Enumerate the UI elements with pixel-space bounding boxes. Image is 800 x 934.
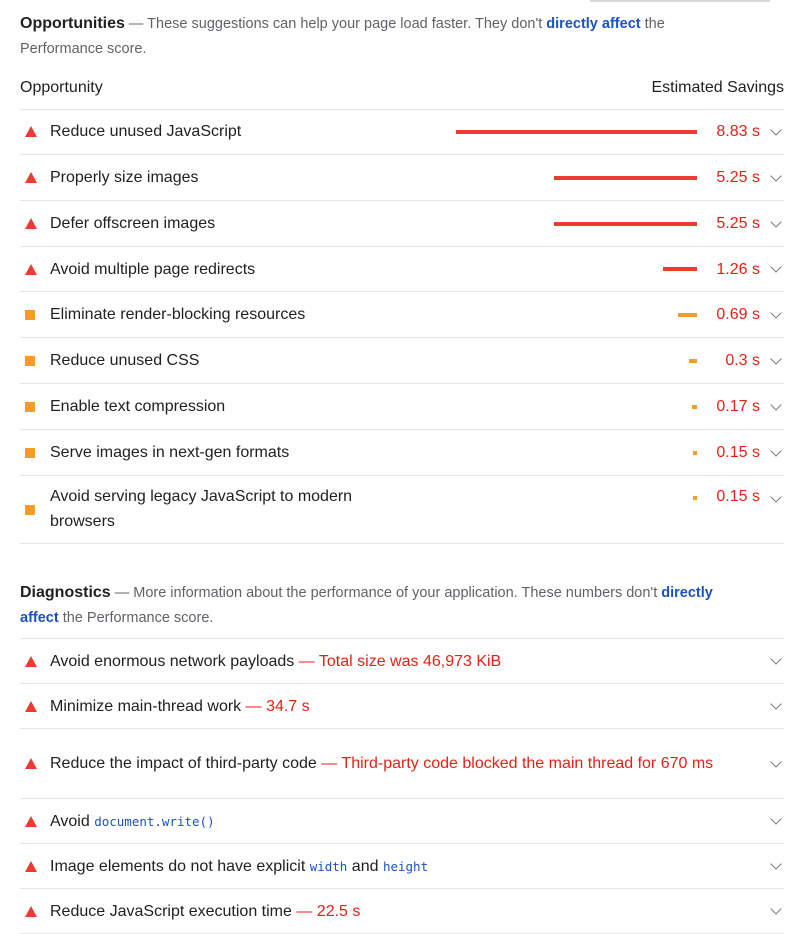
diagnostic-text bbox=[50, 854, 784, 879]
fail-triangle-icon bbox=[20, 264, 50, 275]
triangle-shape bbox=[25, 656, 37, 667]
diagnostic-text bbox=[50, 751, 784, 776]
average-square-icon bbox=[20, 310, 50, 320]
diagnostic-detail-sep: — bbox=[241, 697, 267, 715]
diagnostic-text bbox=[50, 899, 784, 924]
opportunity-row[interactable] bbox=[20, 247, 784, 292]
diagnostic-label: Minimize main-thread work bbox=[50, 697, 242, 715]
triangle-shape bbox=[25, 701, 37, 712]
savings-bar bbox=[663, 267, 697, 271]
chevron-down-icon[interactable] bbox=[770, 491, 781, 502]
savings-value: 8.83 s bbox=[716, 123, 760, 140]
savings-bar-track bbox=[456, 313, 697, 317]
fail-triangle-icon bbox=[20, 701, 50, 712]
savings-bar bbox=[689, 359, 697, 363]
diagnostic-label: Reduce the impact of third-party code bbox=[50, 755, 317, 772]
savings-bar-track bbox=[456, 222, 697, 226]
diagnostic-text bbox=[50, 809, 784, 834]
savings-value: 0.69 s bbox=[716, 306, 760, 323]
opportunities-title: Opportunities bbox=[20, 15, 125, 32]
diagnostics-desc-suffix: the Performance score. bbox=[58, 610, 214, 626]
opportunity-row[interactable] bbox=[20, 476, 784, 544]
opportunities-list bbox=[20, 109, 784, 544]
opportunity-row[interactable] bbox=[20, 338, 784, 384]
diagnostic-detail-sep: — bbox=[291, 902, 317, 920]
fail-triangle-icon bbox=[20, 218, 50, 229]
triangle-shape bbox=[25, 218, 37, 229]
fail-triangle-icon bbox=[20, 126, 50, 137]
col-estimated-savings: Estimated Savings bbox=[651, 79, 784, 96]
square-shape bbox=[25, 505, 35, 515]
triangle-shape bbox=[25, 172, 37, 183]
diagnostics-desc-link[interactable]: directly affect bbox=[20, 585, 713, 626]
diagnostics-list bbox=[20, 638, 784, 934]
opportunities-header bbox=[20, 11, 720, 62]
diagnostic-code: document.write() bbox=[94, 813, 215, 829]
square-shape bbox=[25, 310, 35, 320]
savings-bar bbox=[456, 130, 697, 134]
diagnostic-row[interactable] bbox=[20, 639, 784, 684]
col-opportunity: Opportunity bbox=[20, 79, 103, 96]
opportunity-row[interactable] bbox=[20, 155, 784, 201]
savings-bar-track bbox=[456, 451, 697, 455]
opportunity-label: Defer offscreen images bbox=[50, 215, 216, 232]
savings-bar bbox=[693, 496, 697, 500]
square-shape bbox=[25, 402, 35, 412]
scroll-edge bbox=[590, 0, 770, 2]
opportunity-label: Properly size images bbox=[50, 169, 199, 186]
diagnostic-row[interactable] bbox=[20, 889, 784, 934]
triangle-shape bbox=[25, 861, 37, 872]
savings-value: 1.26 s bbox=[716, 260, 760, 278]
fail-triangle-icon bbox=[20, 861, 50, 872]
average-square-icon bbox=[20, 505, 50, 515]
savings-bar bbox=[554, 222, 697, 226]
diagnostic-detail-sep: — bbox=[316, 755, 342, 772]
savings-value: 0.3 s bbox=[725, 352, 760, 369]
diagnostic-code: height bbox=[382, 858, 429, 874]
average-square-icon bbox=[20, 402, 50, 412]
diagnostic-label: Reduce JavaScript execution time bbox=[50, 902, 292, 920]
diagnostic-row[interactable] bbox=[20, 684, 784, 729]
diagnostic-row[interactable] bbox=[20, 729, 784, 799]
fail-triangle-icon bbox=[20, 172, 50, 183]
savings-bar-track bbox=[456, 405, 697, 409]
opportunities-table-header bbox=[20, 67, 784, 110]
fail-triangle-icon bbox=[20, 906, 50, 917]
opportunity-label: Enable text compression bbox=[50, 398, 226, 415]
square-shape bbox=[25, 448, 35, 458]
triangle-shape bbox=[25, 264, 37, 275]
square-shape bbox=[25, 356, 35, 366]
savings-value: 5.25 s bbox=[716, 169, 760, 186]
triangle-shape bbox=[25, 758, 37, 769]
diagnostic-row[interactable] bbox=[20, 799, 784, 844]
opportunity-row[interactable] bbox=[20, 109, 784, 155]
diagnostics-header bbox=[20, 580, 755, 631]
savings-bar-track bbox=[456, 496, 697, 500]
diagnostic-label: Avoid enormous network payloads bbox=[50, 652, 295, 670]
opportunity-label: Avoid multiple page redirects bbox=[50, 260, 256, 278]
average-square-icon bbox=[20, 356, 50, 366]
diagnostic-label: Avoid bbox=[50, 812, 95, 830]
diagnostic-detail: Total size was 46,973 KiB bbox=[318, 652, 502, 670]
savings-bar-track bbox=[456, 176, 697, 180]
diagnostic-detail-sep: — bbox=[294, 652, 319, 670]
opportunity-row[interactable] bbox=[20, 430, 784, 476]
opportunity-label: Serve images in next-gen formats bbox=[50, 444, 290, 461]
savings-bar-track bbox=[456, 130, 697, 134]
savings-bar bbox=[693, 451, 697, 455]
opportunities-desc-suffix: the Performance score. bbox=[20, 16, 665, 57]
savings-value: 0.17 s bbox=[716, 398, 760, 415]
diagnostic-row[interactable] bbox=[20, 844, 784, 889]
opportunities-desc-link[interactable]: directly affect bbox=[546, 16, 641, 32]
triangle-shape bbox=[25, 816, 37, 827]
triangle-shape bbox=[25, 906, 37, 917]
average-square-icon bbox=[20, 448, 50, 458]
diagnostic-text bbox=[50, 649, 784, 674]
diagnostic-label-mid: and bbox=[347, 857, 383, 875]
fail-triangle-icon bbox=[20, 816, 50, 827]
diagnostic-label: Image elements do not have explicit bbox=[50, 857, 310, 875]
fail-triangle-icon bbox=[20, 758, 50, 769]
savings-value: 0.15 s bbox=[716, 444, 760, 461]
opportunity-label: Eliminate render-blocking resources bbox=[50, 306, 306, 323]
opportunity-row[interactable] bbox=[20, 201, 784, 247]
opportunity-row[interactable] bbox=[20, 384, 784, 430]
triangle-shape bbox=[25, 126, 37, 137]
opportunity-label: Reduce unused JavaScript bbox=[50, 123, 242, 140]
savings-value: 0.15 s bbox=[716, 488, 760, 505]
diagnostic-code: width bbox=[309, 858, 348, 874]
savings-bar-track bbox=[456, 359, 697, 363]
savings-bar bbox=[678, 313, 697, 317]
diagnostic-text bbox=[50, 694, 784, 719]
savings-bar bbox=[554, 176, 697, 180]
opportunity-label: Avoid serving legacy JavaScript to modern browsers bbox=[50, 488, 353, 530]
opportunity-label: Reduce unused CSS bbox=[50, 352, 200, 369]
opportunities-desc-prefix: — These suggestions can help your page load faster. They don't bbox=[124, 16, 547, 32]
diagnostics-desc-prefix: — More information about the performance of your application. These numbers don't bbox=[110, 585, 662, 601]
diagnostic-detail: 22.5 s bbox=[316, 902, 361, 920]
savings-value: 5.25 s bbox=[716, 215, 760, 232]
diagnostics-title: Diagnostics bbox=[20, 584, 111, 601]
fail-triangle-icon bbox=[20, 656, 50, 667]
opportunity-row[interactable] bbox=[20, 292, 784, 338]
diagnostic-detail: Third-party code blocked the main thread for 670 ms bbox=[341, 755, 714, 772]
savings-bar-track bbox=[456, 267, 697, 271]
diagnostic-detail: 34.7 s bbox=[266, 697, 310, 715]
savings-bar bbox=[692, 405, 697, 409]
